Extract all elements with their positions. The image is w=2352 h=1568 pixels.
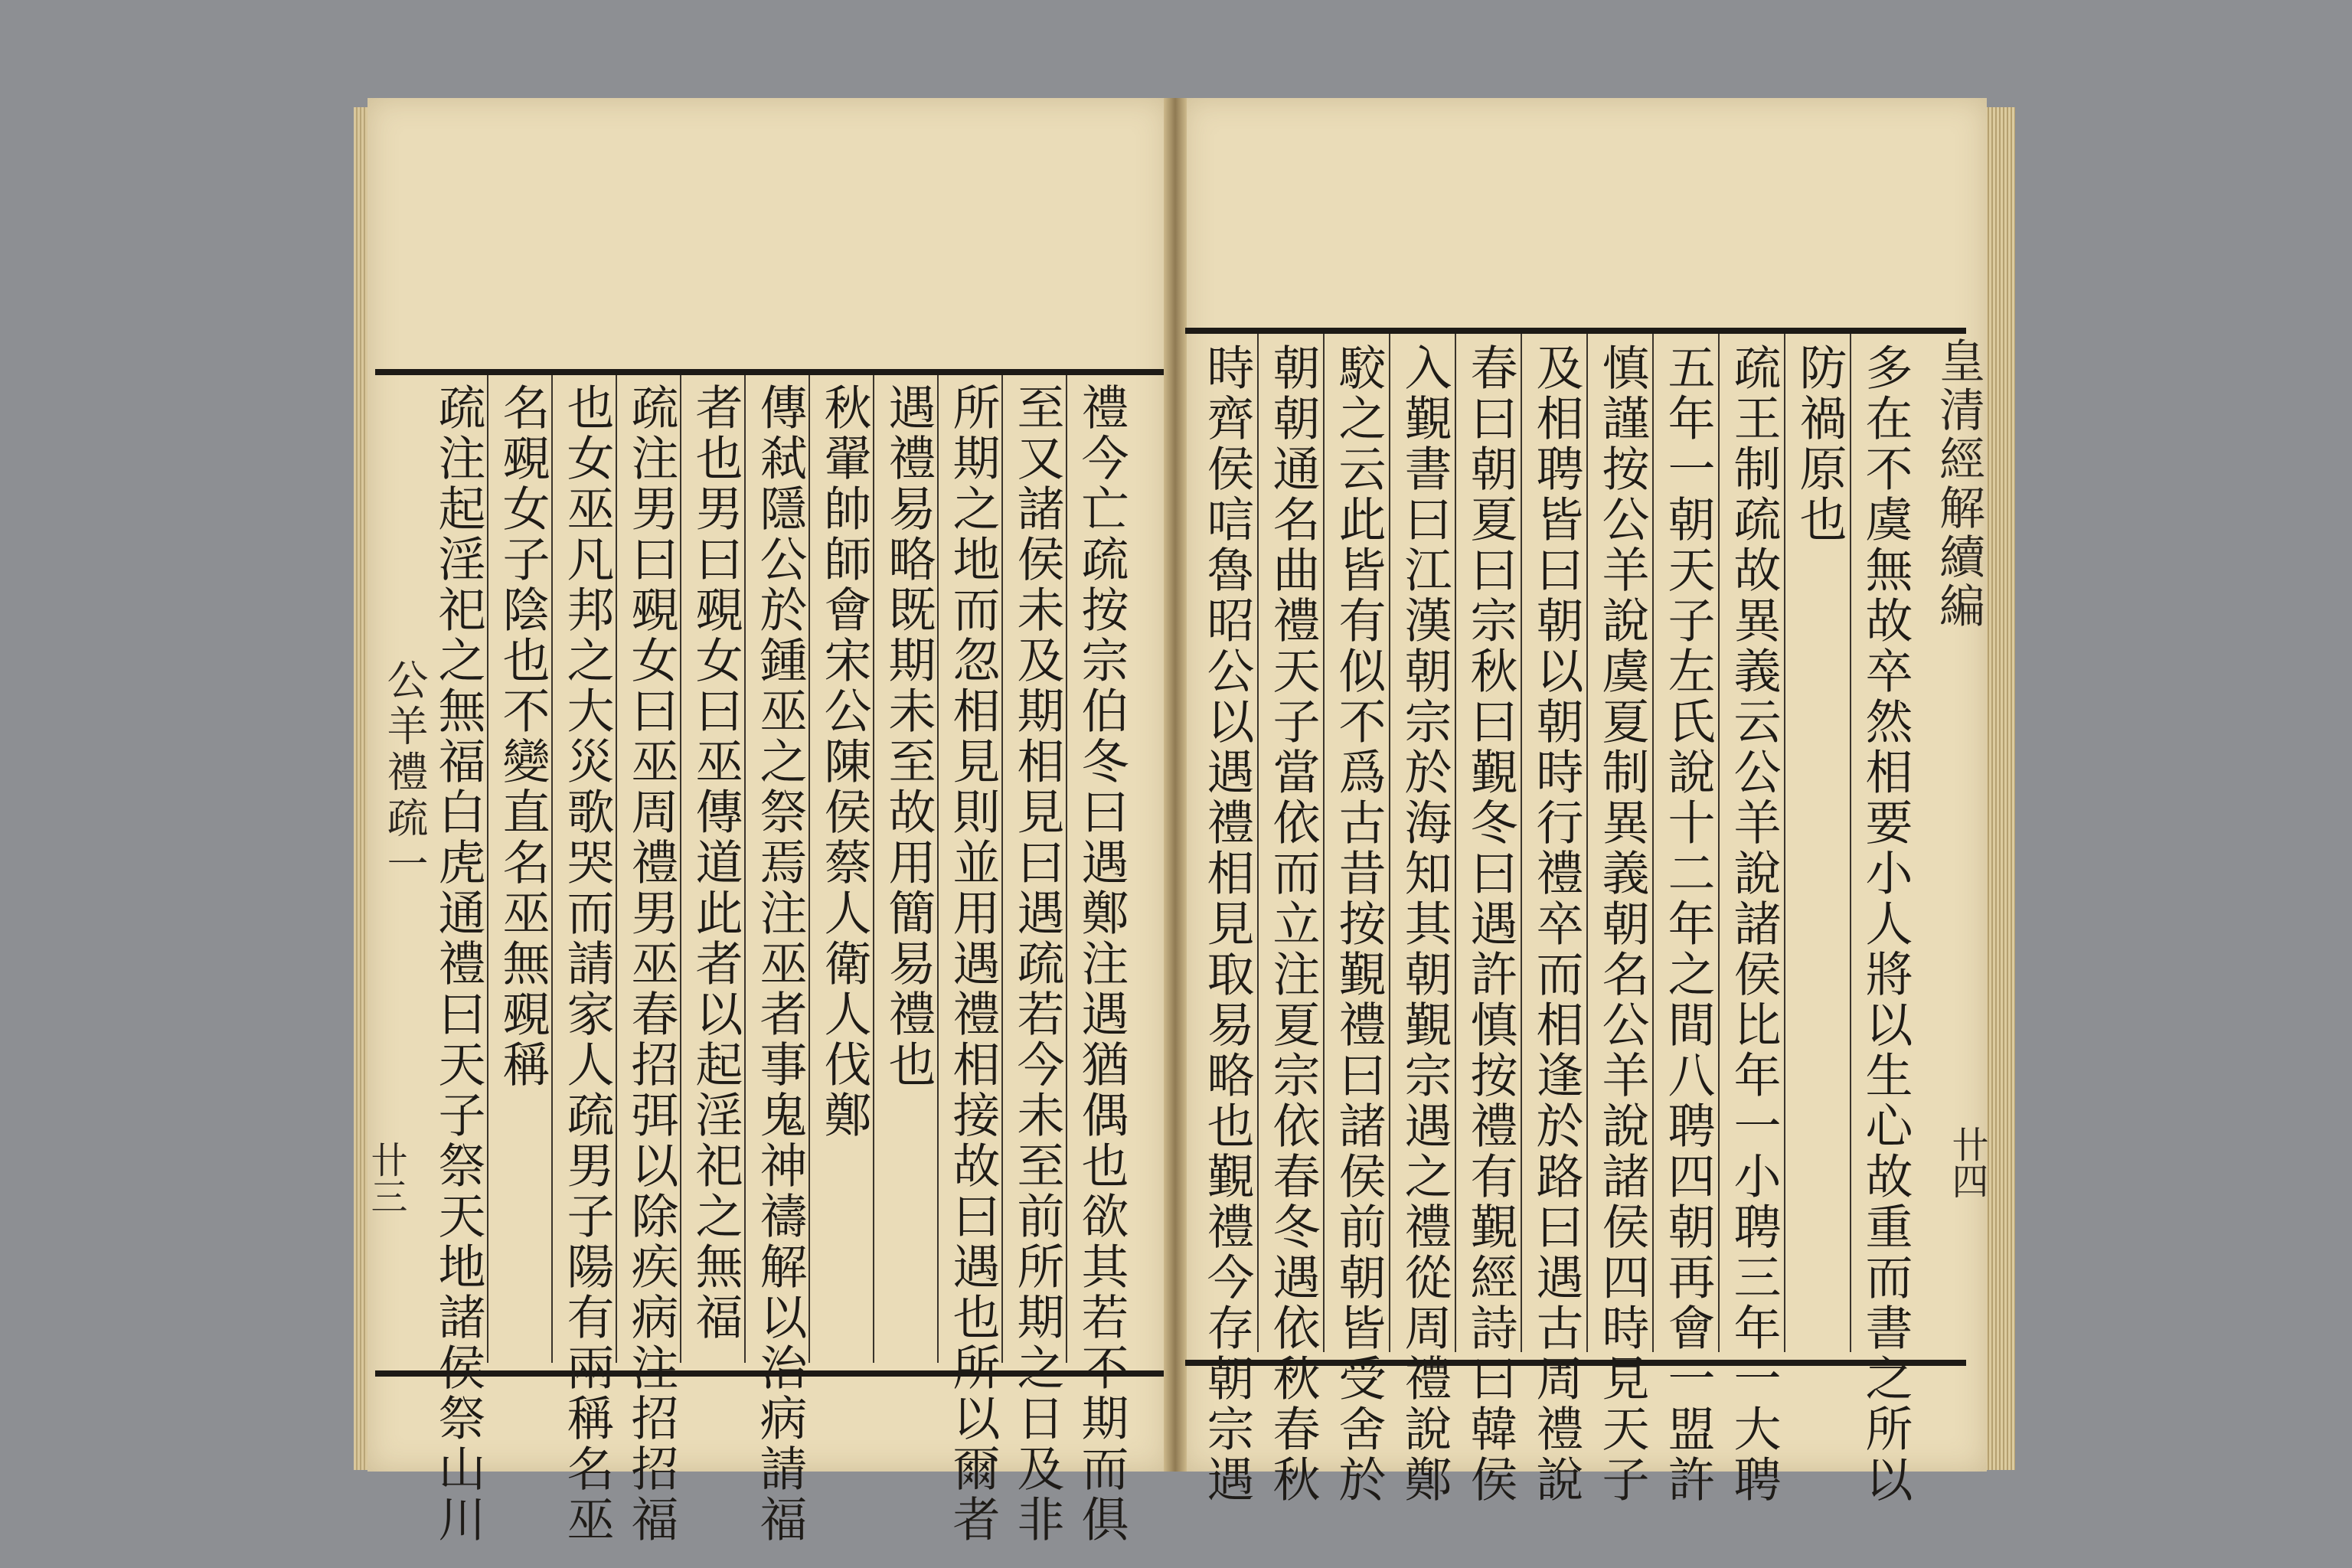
left-column-9: 也女巫凡邦之大災歌哭而請家人疏男子陽有兩稱名巫 [559, 383, 615, 1545]
right-column-6: 及相聘皆曰朝以朝時行禮卒而相逢於路曰遇古周禮說 [1528, 343, 1584, 1505]
column-rule [1455, 334, 1456, 1352]
column-rule [1389, 334, 1390, 1352]
right-column-7: 春曰朝夏曰宗秋曰覲冬曰遇許慎按禮有覲經詩曰韓侯 [1462, 343, 1518, 1505]
left-column-4: 遇禮易略既期未至故用簡易禮也 [880, 383, 936, 1090]
column-rule [1521, 334, 1522, 1352]
column-rule [937, 375, 939, 1363]
left-column-7: 者也男曰覡女曰巫傳道此者以起淫祀之無福 [688, 383, 743, 1343]
left-column-8: 疏注男曰覡女曰巫周禮男巫春招弭以除疾病注招招福 [623, 383, 679, 1545]
right-title-mark: 皇清經解續編 [1932, 337, 1985, 631]
right-column-10: 朝朝通名曲禮天子當依而立注夏宗依春冬遇依秋春秋 [1265, 343, 1321, 1505]
left-column-1: 禮今亡疏按宗伯冬曰遇鄭注遇猶偶也欲其若不期而俱 [1073, 383, 1129, 1545]
left-column-5: 秋翬帥師會宋公陳侯蔡人衛人伐鄭 [816, 383, 872, 1141]
column-rule [616, 375, 617, 1363]
column-rule [1323, 334, 1325, 1352]
right-column-11: 時齊侯唁魯昭公以遇禮相見取易略也覲禮今存朝宗遇 [1199, 343, 1255, 1505]
column-rule [487, 375, 488, 1363]
column-rule [1066, 375, 1067, 1363]
right-column-9: 駮之云此皆有似不爲古昔按覲禮曰諸侯前朝皆受舍於 [1331, 343, 1387, 1505]
right-column-8: 入覲書曰江漢朝宗於海知其朝覲宗遇之禮從周禮說鄭 [1396, 343, 1452, 1505]
column-rule [1784, 334, 1785, 1352]
left-center-strip: 公羊禮疏一 [381, 658, 429, 888]
column-rule [1586, 334, 1588, 1352]
column-rule [680, 375, 681, 1363]
column-rule [744, 375, 746, 1363]
right-column-4: 五年一朝天子左氏說十二年之間八聘四朝再會一盟許 [1660, 343, 1716, 1505]
left-column-6: 傳弒隱公於鍾巫之祭焉注巫者事鬼神禱解以治病請福 [752, 383, 808, 1545]
column-rule [873, 375, 874, 1363]
column-rule [1001, 375, 1003, 1363]
column-rule [1718, 334, 1720, 1352]
left-leaf-number: 卄三 [364, 1141, 407, 1214]
left-column-3: 所期之地而忽相見則並用遇禮相接故曰遇也所以爾者 [945, 383, 1001, 1545]
left-column-11: 疏注起淫祀之無福白虎通禮曰天子祭天地諸侯祭山川 [430, 383, 486, 1545]
column-rule [808, 375, 810, 1363]
right-leaf-number: 卄四 [1945, 1125, 1988, 1199]
book-gutter [1164, 98, 1187, 1472]
right-column-3: 疏王制疏故異義云公羊說諸侯比年一小聘三年一大聘 [1726, 343, 1782, 1505]
right-column-1: 多在不虞無故卒然相要小人將以生心故重而書之所以 [1857, 343, 1913, 1505]
left-column-10: 名覡女子陰也不變直名巫無覡稱 [495, 383, 550, 1090]
right-column-5: 慎謹按公羊說虞夏制異義朝名公羊說諸侯四時見天子 [1594, 343, 1650, 1505]
column-rule [551, 375, 553, 1363]
column-rule [1850, 334, 1851, 1352]
column-rule [1652, 334, 1654, 1352]
column-rule [1257, 334, 1259, 1352]
left-column-2: 至又諸侯未及期相見曰遇疏若今未至前所期之日及非 [1009, 383, 1065, 1545]
right-column-2: 防禍原也 [1792, 343, 1847, 545]
